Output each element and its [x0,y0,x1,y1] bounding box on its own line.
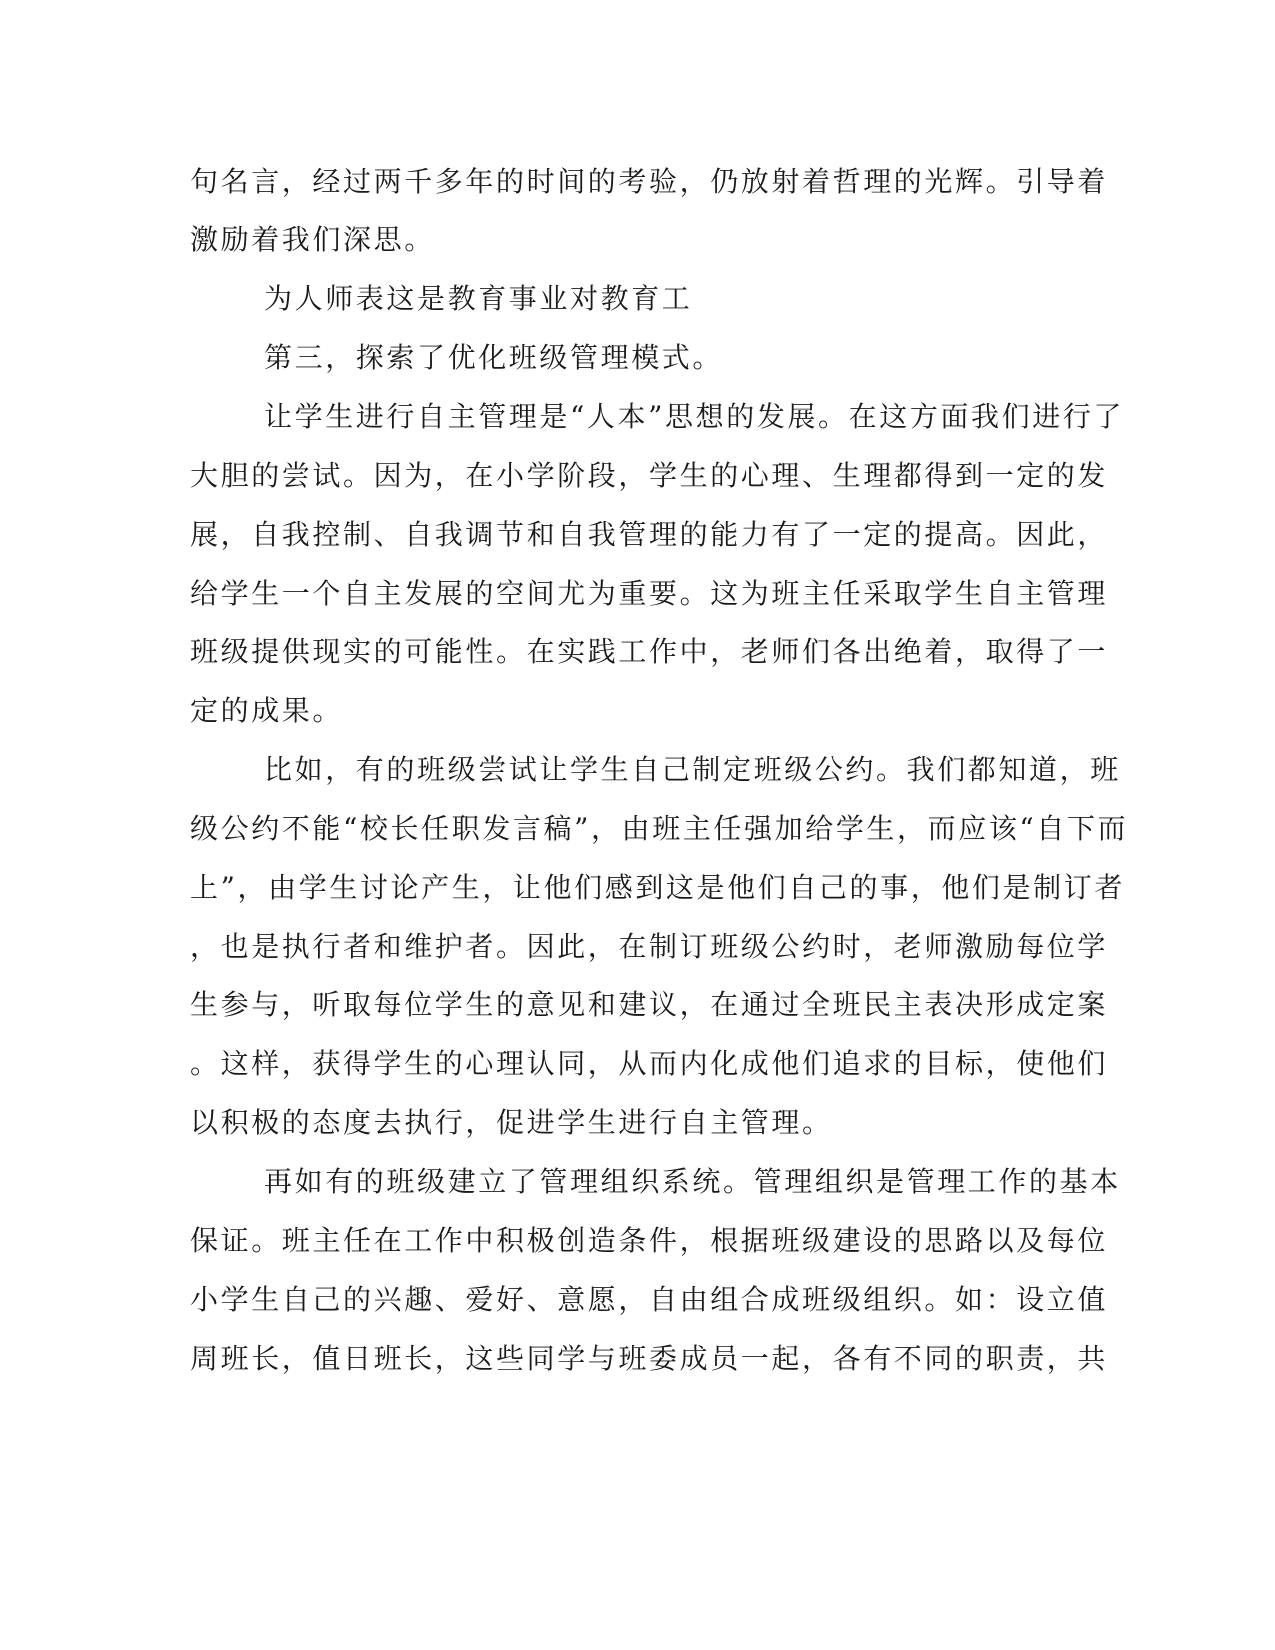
text-line-18: 再如有的班级建立了管理组织系统。管理组织是管理工作的基本 [264,1165,1121,1198]
text-line-14: ，也是执行者和维护者。因此，在制订班级公约时，老师激励每位学 [190,930,1109,963]
text-line-7: 展，自我控制、自我调节和自我管理的能力有了一定的提高。因此， [190,518,1109,551]
text-line-9: 班级提供现实的可能性。在实践工作中，老师们各出绝着，取得了一 [190,635,1109,668]
text-line-11: 比如，有的班级尝试让学生自己制定班级公约。我们都知道，班 [264,753,1121,786]
text-line-1: 句名言，经过两千多年的时间的考验，仍放射着哲理的光辉。引导着 [190,165,1109,198]
text-line-6: 大胆的尝试。因为，在小学阶段，学生的心理、生理都得到一定的发 [190,459,1109,492]
text-line-10: 定的成果。 [190,694,344,727]
text-line-16: 。这样，获得学生的心理认同，从而内化成他们追求的目标，使他们 [190,1047,1109,1080]
text-line-8: 给学生一个自主发展的空间尤为重要。这为班主任采取学生自主管理 [190,577,1109,610]
text-line-4: 第三，探索了优化班级管理模式。 [264,341,724,374]
text-line-2: 激励着我们深思。 [190,223,435,256]
text-line-5: 让学生进行自主管理是“人本”思想的发展。在这方面我们进行了 [264,400,1125,433]
text-line-3: 为人师表这是教育事业对教育工 [264,282,693,315]
text-line-17: 以积极的态度去执行，促进学生进行自主管理。 [190,1106,833,1139]
text-line-13: 上”，由学生讨论产生，让他们感到这是他们自己的事，他们是制订者 [190,871,1125,904]
text-line-12: 级公约不能“校长任职发言稿”，由班主任强加给学生，而应该“自下而 [190,812,1129,845]
text-line-20: 小学生自己的兴趣、爱好、意愿，自由组合成班级组织。如：设立值 [190,1283,1109,1316]
text-line-15: 生参与，听取每位学生的意见和建议，在通过全班民主表决形成定案 [190,988,1109,1021]
text-line-19: 保证。班主任在工作中积极创造条件，根据班级建设的思路以及每位 [190,1224,1109,1257]
text-line-21: 周班长，值日班长，这些同学与班委成员一起，各有不同的职责，共 [190,1342,1109,1375]
